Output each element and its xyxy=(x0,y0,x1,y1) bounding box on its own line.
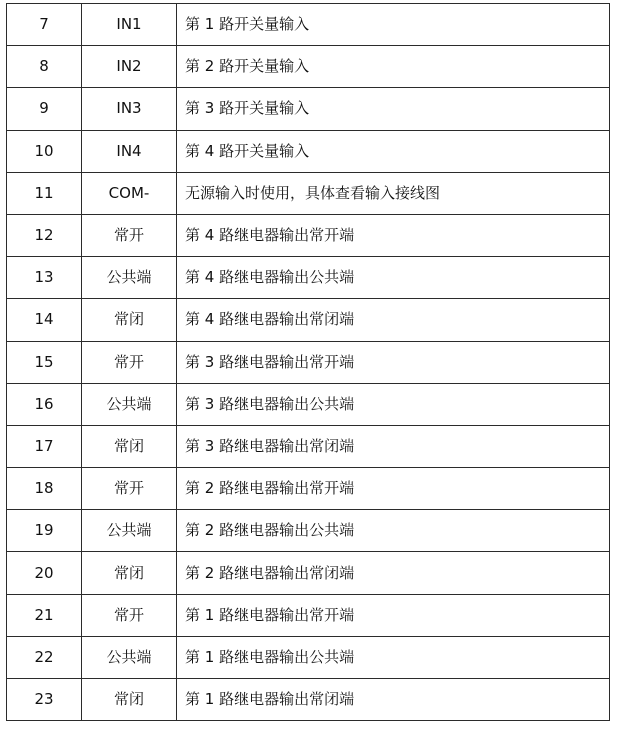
pin-number-cell: 23 xyxy=(7,679,82,721)
pin-name-cell: 常开 xyxy=(82,341,177,383)
pin-name-cell: 常闭 xyxy=(82,679,177,721)
table-row xyxy=(7,552,610,594)
pin-description-cell: 第 3 路继电器输出常开端 xyxy=(177,341,610,383)
table-row xyxy=(7,510,610,552)
pin-description-cell: 第 1 路继电器输出常闭端 xyxy=(177,679,610,721)
pin-description-cell: 第 3 路开关量输入 xyxy=(177,88,610,130)
pin-name-cell: 常开 xyxy=(82,594,177,636)
pin-name-cell: 公共端 xyxy=(82,383,177,425)
pin-number-cell: 17 xyxy=(7,425,82,467)
table-row xyxy=(7,383,610,425)
pin-definition-table xyxy=(6,3,610,721)
pin-name-cell: COM- xyxy=(82,172,177,214)
table-row xyxy=(7,299,610,341)
pin-description-cell: 第 4 路继电器输出常闭端 xyxy=(177,299,610,341)
pin-description-cell: 第 4 路继电器输出常开端 xyxy=(177,214,610,256)
pin-name-cell: 常闭 xyxy=(82,299,177,341)
pin-number-cell: 22 xyxy=(7,636,82,678)
table-row xyxy=(7,214,610,256)
pin-number-cell: 14 xyxy=(7,299,82,341)
pin-description-cell: 第 1 路开关量输入 xyxy=(177,4,610,46)
pin-name-cell: IN3 xyxy=(82,88,177,130)
pin-number-cell: 10 xyxy=(7,130,82,172)
table-row xyxy=(7,468,610,510)
pin-description-cell: 第 4 路继电器输出公共端 xyxy=(177,257,610,299)
pin-number-cell: 16 xyxy=(7,383,82,425)
table-row xyxy=(7,88,610,130)
pin-number-cell: 15 xyxy=(7,341,82,383)
table-row xyxy=(7,257,610,299)
pin-name-cell: 常闭 xyxy=(82,425,177,467)
pin-description-cell: 第 3 路继电器输出公共端 xyxy=(177,383,610,425)
pin-name-cell: 公共端 xyxy=(82,636,177,678)
pin-number-cell: 20 xyxy=(7,552,82,594)
table-row xyxy=(7,636,610,678)
pin-description-cell: 第 4 路开关量输入 xyxy=(177,130,610,172)
pin-description-cell: 第 2 路继电器输出公共端 xyxy=(177,510,610,552)
pin-description-cell: 第 1 路继电器输出常开端 xyxy=(177,594,610,636)
pin-number-cell: 12 xyxy=(7,214,82,256)
pin-number-cell: 21 xyxy=(7,594,82,636)
pin-number-cell: 13 xyxy=(7,257,82,299)
pin-number-cell: 18 xyxy=(7,468,82,510)
pin-description-cell: 第 2 路继电器输出常开端 xyxy=(177,468,610,510)
pin-number-cell: 7 xyxy=(7,4,82,46)
pin-name-cell: 常闭 xyxy=(82,552,177,594)
pin-name-cell: IN4 xyxy=(82,130,177,172)
pin-table-body xyxy=(7,4,610,721)
pin-name-cell: 常开 xyxy=(82,468,177,510)
pin-number-cell: 9 xyxy=(7,88,82,130)
pin-description-cell: 第 2 路开关量输入 xyxy=(177,46,610,88)
pin-name-cell: 公共端 xyxy=(82,510,177,552)
pin-number-cell: 19 xyxy=(7,510,82,552)
pin-name-cell: 公共端 xyxy=(82,257,177,299)
table-row xyxy=(7,341,610,383)
pin-description-cell: 第 2 路继电器输出常闭端 xyxy=(177,552,610,594)
table-row xyxy=(7,46,610,88)
table-row xyxy=(7,594,610,636)
pin-number-cell: 8 xyxy=(7,46,82,88)
pin-name-cell: 常开 xyxy=(82,214,177,256)
pin-description-cell: 第 1 路继电器输出公共端 xyxy=(177,636,610,678)
table-row xyxy=(7,679,610,721)
table-row xyxy=(7,425,610,467)
pin-number-cell: 11 xyxy=(7,172,82,214)
pin-description-cell: 第 3 路继电器输出常闭端 xyxy=(177,425,610,467)
pin-name-cell: IN2 xyxy=(82,46,177,88)
table-row xyxy=(7,4,610,46)
pin-description-cell: 无源输入时使用，具体查看输入接线图 xyxy=(177,172,610,214)
table-row xyxy=(7,172,610,214)
pin-name-cell: IN1 xyxy=(82,4,177,46)
table-row xyxy=(7,130,610,172)
